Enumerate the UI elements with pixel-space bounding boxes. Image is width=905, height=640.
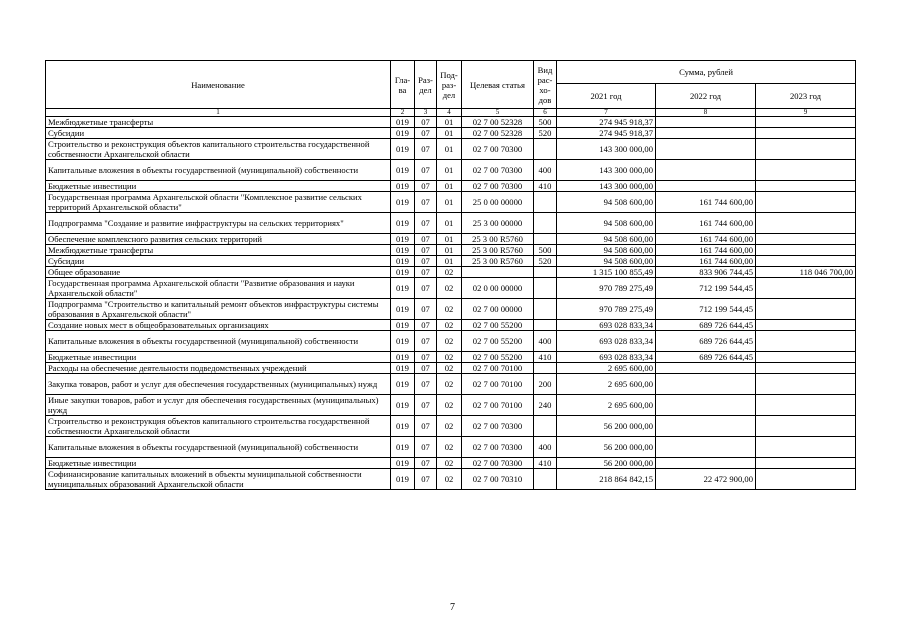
cell-glava: 019 [391,245,415,256]
cell-glava: 019 [391,139,415,160]
cell-sum-2023 [756,128,856,139]
cell-sum-2021: 94 508 600,00 [557,192,656,213]
cell-sum-2022 [656,139,756,160]
table-row [46,437,856,458]
cell-vid: 520 [534,128,557,139]
cell-sum-2022: 161 744 600,00 [656,192,756,213]
cell-name: Софинансирование капитальных вложений в объекты муниципальной собственности муниципальных образований Архангельской области [46,469,391,490]
cell-glava: 019 [391,416,415,437]
cell-sum-2023 [756,458,856,469]
cell-target: 02 7 00 70300 [462,181,534,192]
cell-name: Капитальные вложения в объекты государственной (муниципальной) собственности [46,331,391,352]
cell-target: 02 7 00 70310 [462,469,534,490]
cell-name: Капитальные вложения в объекты государственной (муниципальной) собственности [46,437,391,458]
cell-podrazdel: 01 [437,213,462,234]
cell-glava: 019 [391,117,415,128]
cell-target: 02 7 00 70100 [462,395,534,416]
cell-sum-2022 [656,363,756,374]
col-number: 8 [656,109,756,117]
cell-name: Создание новых мест в общеобразовательных организациях [46,320,391,331]
cell-podrazdel: 01 [437,128,462,139]
col-number: 6 [534,109,557,117]
cell-sum-2021: 143 300 000,00 [557,139,656,160]
header-glava: Гла-ва [391,61,415,109]
cell-sum-2021: 56 200 000,00 [557,437,656,458]
cell-glava: 019 [391,234,415,245]
col-number: 3 [415,109,437,117]
cell-vid: 240 [534,395,557,416]
cell-target: 02 7 00 70300 [462,437,534,458]
cell-vid [534,320,557,331]
cell-razdel: 07 [415,256,437,267]
cell-target: 02 7 00 55200 [462,331,534,352]
cell-vid [534,278,557,299]
cell-name: Подпрограмма "Строительство и капитальный ремонт объектов инфраструктуры системы образования в Архангельской области" [46,299,391,320]
cell-sum-2023 [756,395,856,416]
cell-vid: 500 [534,117,557,128]
cell-sum-2021: 2 695 600,00 [557,395,656,416]
cell-sum-2023 [756,331,856,352]
cell-sum-2023 [756,374,856,395]
cell-glava: 019 [391,192,415,213]
cell-vid [534,192,557,213]
cell-sum-2023 [756,352,856,363]
cell-sum-2022 [656,374,756,395]
cell-podrazdel: 02 [437,374,462,395]
cell-vid: 400 [534,331,557,352]
cell-glava: 019 [391,256,415,267]
cell-podrazdel: 02 [437,278,462,299]
cell-sum-2022 [656,458,756,469]
cell-razdel: 07 [415,160,437,181]
cell-sum-2021: 693 028 833,34 [557,352,656,363]
cell-vid: 410 [534,352,557,363]
cell-target: 02 7 00 52328 [462,128,534,139]
cell-glava: 019 [391,352,415,363]
cell-sum-2023 [756,245,856,256]
header-sum: Сумма, рублей [557,61,856,84]
cell-glava: 019 [391,458,415,469]
cell-glava: 019 [391,331,415,352]
table-row [46,160,856,181]
cell-sum-2023 [756,469,856,490]
cell-podrazdel: 02 [437,469,462,490]
cell-target: 02 7 00 70300 [462,458,534,469]
cell-sum-2022: 689 726 644,45 [656,352,756,363]
cell-target: 02 7 00 70100 [462,363,534,374]
cell-vid [534,299,557,320]
cell-razdel: 07 [415,267,437,278]
cell-name: Общее образование [46,267,391,278]
cell-sum-2022: 689 726 644,45 [656,320,756,331]
cell-name: Строительство и реконструкция объектов капитального строительства государственной собственности Архангельской области [46,416,391,437]
cell-glava: 019 [391,437,415,458]
cell-target: 25 3 00 00000 [462,213,534,234]
cell-glava: 019 [391,299,415,320]
cell-sum-2023 [756,213,856,234]
cell-razdel: 07 [415,320,437,331]
cell-podrazdel: 02 [437,363,462,374]
cell-name: Межбюджетные трансферты [46,117,391,128]
cell-razdel: 07 [415,245,437,256]
cell-razdel: 07 [415,213,437,234]
cell-target: 02 0 00 00000 [462,278,534,299]
table-row [46,267,856,278]
cell-name: Межбюджетные трансферты [46,245,391,256]
cell-vid [534,267,557,278]
cell-razdel: 07 [415,139,437,160]
cell-razdel: 07 [415,331,437,352]
table-row [46,395,856,416]
cell-glava: 019 [391,213,415,234]
cell-glava: 019 [391,469,415,490]
table-row [46,139,856,160]
budget-table [45,60,856,490]
cell-sum-2021: 94 508 600,00 [557,256,656,267]
cell-target: 25 0 00 00000 [462,192,534,213]
cell-target: 02 7 00 70300 [462,139,534,160]
table-row [46,256,856,267]
table-row [46,213,856,234]
cell-sum-2023 [756,234,856,245]
cell-target: 25 3 00 R5760 [462,245,534,256]
table-row [46,128,856,139]
cell-name: Закупка товаров, работ и услуг для обеспечения государственных (муниципальных) нужд [46,374,391,395]
cell-vid: 410 [534,458,557,469]
cell-sum-2022 [656,181,756,192]
cell-sum-2023 [756,278,856,299]
cell-glava: 019 [391,374,415,395]
cell-razdel: 07 [415,416,437,437]
cell-podrazdel: 01 [437,181,462,192]
table-row [46,299,856,320]
cell-podrazdel: 01 [437,117,462,128]
cell-sum-2023 [756,192,856,213]
header-target: Целевая статья [462,61,534,109]
table-row [46,458,856,469]
table-row [46,416,856,437]
cell-sum-2021: 2 695 600,00 [557,363,656,374]
cell-name: Подпрограмма "Создание и развитие инфраструктуры на сельских территориях" [46,213,391,234]
cell-name: Строительство и реконструкция объектов капитального строительства государственной собственности Архангельской области [46,139,391,160]
cell-target: 25 3 00 R5760 [462,256,534,267]
cell-name: Бюджетные инвестиции [46,352,391,363]
cell-glava: 019 [391,128,415,139]
cell-sum-2023 [756,181,856,192]
table-row [46,192,856,213]
cell-target [462,267,534,278]
cell-glava: 019 [391,267,415,278]
header-vid: Вид рас-хо-дов [534,61,557,109]
cell-sum-2021: 2 695 600,00 [557,374,656,395]
cell-sum-2022 [656,160,756,181]
cell-podrazdel: 02 [437,299,462,320]
cell-sum-2022: 689 726 644,45 [656,331,756,352]
table-row [46,363,856,374]
cell-podrazdel: 01 [437,160,462,181]
col-number: 1 [46,109,391,117]
cell-podrazdel: 01 [437,256,462,267]
cell-sum-2021: 970 789 275,49 [557,299,656,320]
table-row [46,320,856,331]
cell-sum-2021: 1 315 100 855,49 [557,267,656,278]
cell-podrazdel: 02 [437,395,462,416]
cell-vid [534,139,557,160]
cell-razdel: 07 [415,234,437,245]
cell-podrazdel: 02 [437,458,462,469]
cell-sum-2022 [656,437,756,458]
cell-sum-2023 [756,117,856,128]
cell-name: Государственная программа Архангельской области "Развитие образования и науки Архангельской области" [46,278,391,299]
cell-glava: 019 [391,160,415,181]
cell-sum-2023 [756,363,856,374]
col-number: 9 [756,109,856,117]
cell-glava: 019 [391,395,415,416]
cell-vid [534,416,557,437]
table-row [46,331,856,352]
cell-vid [534,213,557,234]
cell-target: 02 7 00 55200 [462,320,534,331]
cell-podrazdel: 01 [437,245,462,256]
cell-sum-2022 [656,128,756,139]
cell-razdel: 07 [415,128,437,139]
cell-vid: 500 [534,245,557,256]
cell-sum-2022: 712 199 544,45 [656,299,756,320]
col-number: 2 [391,109,415,117]
table-row [46,181,856,192]
cell-sum-2021: 693 028 833,34 [557,320,656,331]
cell-name: Расходы на обеспечение деятельности подведомственных учреждений [46,363,391,374]
cell-name: Иные закупки товаров, работ и услуг для обеспечения государственных (муниципальных) нужд [46,395,391,416]
cell-podrazdel: 01 [437,234,462,245]
cell-target: 02 7 00 00000 [462,299,534,320]
table-body [46,117,856,490]
cell-sum-2022 [656,416,756,437]
cell-vid [534,363,557,374]
cell-sum-2021: 94 508 600,00 [557,234,656,245]
cell-podrazdel: 02 [437,352,462,363]
cell-name: Бюджетные инвестиции [46,458,391,469]
cell-sum-2021: 56 200 000,00 [557,416,656,437]
cell-sum-2022: 22 472 900,00 [656,469,756,490]
cell-glava: 019 [391,278,415,299]
cell-sum-2021: 94 508 600,00 [557,245,656,256]
cell-razdel: 07 [415,458,437,469]
cell-target: 02 7 00 70100 [462,374,534,395]
cell-sum-2023 [756,437,856,458]
cell-sum-2021: 143 300 000,00 [557,181,656,192]
cell-glava: 019 [391,320,415,331]
cell-glava: 019 [391,181,415,192]
cell-razdel: 07 [415,278,437,299]
col-number: 7 [557,109,656,117]
cell-name: Капитальные вложения в объекты государственной (муниципальной) собственности [46,160,391,181]
header-razdel: Раз-дел [415,61,437,109]
cell-vid [534,234,557,245]
cell-sum-2022: 161 744 600,00 [656,256,756,267]
header-2023: 2023 год [756,84,856,109]
header-2022: 2022 год [656,84,756,109]
table-row [46,352,856,363]
cell-podrazdel: 01 [437,192,462,213]
cell-sum-2022 [656,117,756,128]
cell-sum-2021: 94 508 600,00 [557,213,656,234]
cell-vid [534,469,557,490]
cell-name: Субсидии [46,128,391,139]
table-row [46,234,856,245]
table-row [46,469,856,490]
cell-razdel: 07 [415,437,437,458]
table-row [46,278,856,299]
cell-razdel: 07 [415,395,437,416]
cell-razdel: 07 [415,192,437,213]
cell-sum-2022: 161 744 600,00 [656,213,756,234]
col-number: 5 [462,109,534,117]
cell-podrazdel: 01 [437,139,462,160]
cell-sum-2022: 712 199 544,45 [656,278,756,299]
cell-target: 02 7 00 55200 [462,352,534,363]
column-number-row [46,109,856,117]
page-number: 7 [450,602,455,613]
table-row [46,245,856,256]
cell-name: Субсидии [46,256,391,267]
cell-podrazdel: 02 [437,437,462,458]
cell-vid: 200 [534,374,557,395]
cell-podrazdel: 02 [437,416,462,437]
cell-name: Обеспечение комплексного развития сельских территорий [46,234,391,245]
cell-glava: 019 [391,363,415,374]
cell-sum-2021: 970 789 275,49 [557,278,656,299]
table-row [46,374,856,395]
cell-sum-2023 [756,139,856,160]
cell-razdel: 07 [415,374,437,395]
cell-name: Государственная программа Архангельской области "Комплексное развитие сельских территорий Архангельской области" [46,192,391,213]
header-2021: 2021 год [557,84,656,109]
cell-sum-2023 [756,320,856,331]
cell-sum-2021: 274 945 918,37 [557,117,656,128]
cell-vid: 400 [534,160,557,181]
cell-sum-2021: 143 300 000,00 [557,160,656,181]
cell-sum-2021: 274 945 918,37 [557,128,656,139]
cell-sum-2022: 161 744 600,00 [656,234,756,245]
cell-vid: 400 [534,437,557,458]
cell-target: 25 3 00 R5760 [462,234,534,245]
cell-target: 02 7 00 70300 [462,160,534,181]
cell-razdel: 07 [415,352,437,363]
cell-razdel: 07 [415,469,437,490]
cell-sum-2023: 118 046 700,00 [756,267,856,278]
header-podrazdel: Под-раз-дел [437,61,462,109]
col-number: 4 [437,109,462,117]
cell-vid: 410 [534,181,557,192]
cell-podrazdel: 02 [437,267,462,278]
cell-sum-2021: 56 200 000,00 [557,458,656,469]
cell-target: 02 7 00 52328 [462,117,534,128]
cell-sum-2022: 833 906 744,45 [656,267,756,278]
cell-sum-2023 [756,416,856,437]
cell-sum-2021: 693 028 833,34 [557,331,656,352]
cell-podrazdel: 02 [437,331,462,352]
cell-vid: 520 [534,256,557,267]
cell-sum-2022: 161 744 600,00 [656,245,756,256]
cell-razdel: 07 [415,181,437,192]
cell-sum-2021: 218 864 842,15 [557,469,656,490]
cell-sum-2023 [756,256,856,267]
cell-sum-2023 [756,299,856,320]
cell-target: 02 7 00 70300 [462,416,534,437]
cell-podrazdel: 02 [437,320,462,331]
header-name: Наименование [46,61,391,109]
cell-razdel: 07 [415,299,437,320]
cell-name: Бюджетные инвестиции [46,181,391,192]
cell-sum-2023 [756,160,856,181]
table-row [46,117,856,128]
cell-razdel: 07 [415,117,437,128]
cell-sum-2022 [656,395,756,416]
cell-razdel: 07 [415,363,437,374]
